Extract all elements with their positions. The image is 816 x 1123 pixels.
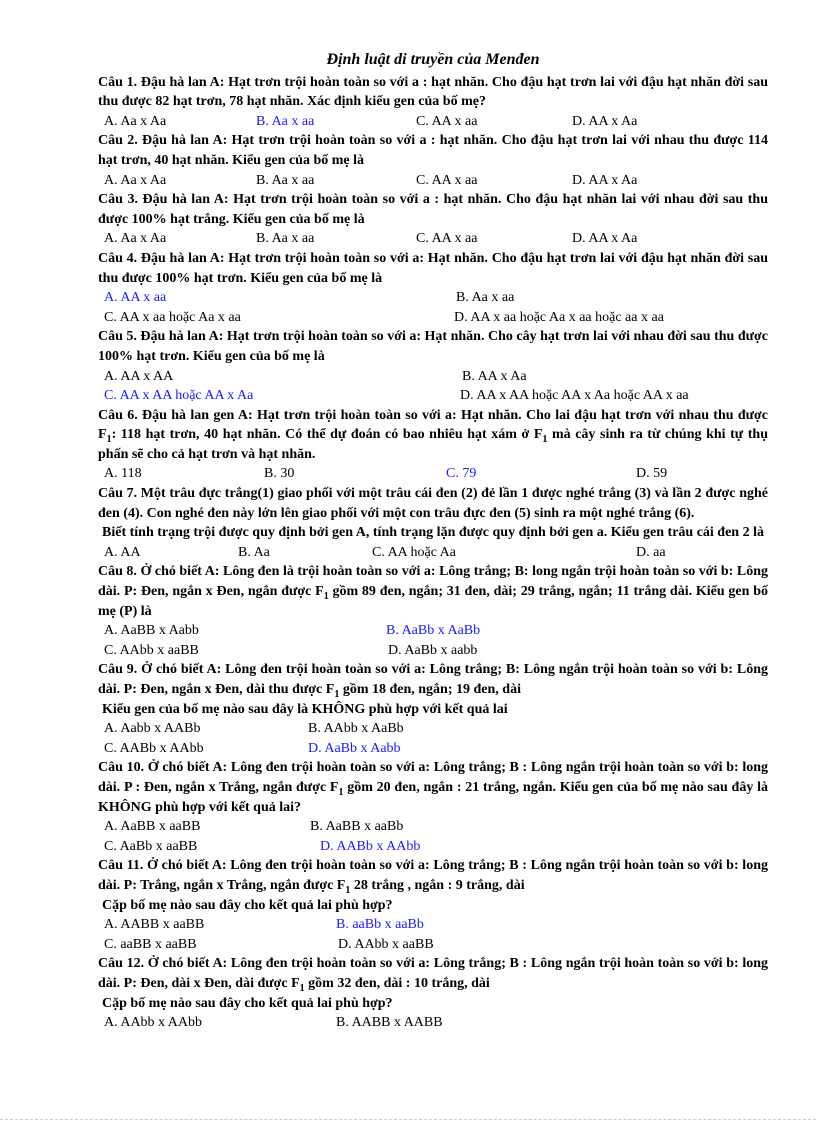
q12-sub: 1 — [299, 982, 305, 994]
options-7 — [98, 543, 768, 563]
options-5-row2 — [98, 386, 768, 406]
question-12 — [98, 954, 768, 993]
question-9 — [98, 660, 768, 699]
option-1c: C. AA x aa — [416, 113, 478, 129]
option-7a: A. AA — [104, 544, 141, 560]
question-11-note: Cặp bố mẹ nào sau đây cho kết quả lai phù hợp? — [102, 897, 393, 913]
q8-stem-a: Câu 8. Ở chó biết A: Lông đen là trội hoàn toàn so với a: Lông trắng; B: long ngắn trội hoàn toàn so với b: Lông dài. P: Đen, ngắn x Đen, ngắn được F — [98, 564, 768, 600]
q8-sub: 1 — [323, 590, 329, 602]
options-4-row1 — [98, 288, 768, 308]
option-11b: B. aaBb x aaBb — [336, 917, 424, 933]
q9-stem-b: gồm 18 đen, ngắn; 19 đen, dài — [339, 682, 521, 697]
options-9-row1 — [98, 719, 768, 739]
option-3b: B. Aa x aa — [256, 231, 315, 247]
option-3d: D. AA x Aa — [572, 231, 638, 247]
document-page — [98, 50, 768, 1033]
option-4d: D. AA x aa hoặc Aa x aa hoặc aa x aa — [454, 309, 664, 325]
q10-sub: 1 — [338, 786, 344, 798]
option-1a: A. Aa x Aa — [104, 113, 167, 129]
q6-sub-1: 1 — [106, 434, 112, 446]
option-7d: D. aa — [636, 544, 666, 560]
options-1 — [98, 112, 768, 132]
question-12-note: Cặp bố mẹ nào sau đây cho kết quả lai phù hợp? — [102, 995, 393, 1011]
options-10-row2 — [98, 837, 768, 857]
option-5d: D. AA x AA hoặc AA x Aa hoặc AA x aa — [460, 388, 689, 404]
q11-sub: 1 — [345, 884, 351, 896]
option-10d: D. AABb x AAbb — [320, 838, 421, 854]
options-4-row2 — [98, 308, 768, 328]
option-5b: B. AA x Aa — [462, 368, 527, 384]
option-6b: B. 30 — [264, 466, 295, 482]
q11-stem-a: Câu 11. Ở chó biết A: Lông đen trội hoàn toàn so với a: Lông trắng; B : Lông ngắn trội hoàn toàn so với b: long dài. P: Trắng, ngắn x Trắng, ngắn được F — [98, 858, 768, 893]
options-11-row1 — [98, 915, 768, 935]
option-2d: D. AA x Aa — [572, 172, 638, 188]
option-4c: C. AA x aa hoặc Aa x aa — [104, 309, 241, 325]
option-4b: B. Aa x aa — [456, 290, 515, 306]
question-1: Câu 1. Đậu hà lan A: Hạt trơn trội hoàn toàn so với a : hạt nhăn. Cho đậu hạt trơn lai với đậu hạt nhăn đời sau thu được 82 hạt trơn, 78 hạt nhăn. Xác định kiểu gen của bố mẹ? — [98, 74, 768, 110]
option-6c: C. 79 — [446, 466, 477, 482]
q10-stem-b: gồm 20 đen, ngắn : 21 trắng, ngắn. Kiểu gen của bố mẹ nào sau đây là KHÔNG phù hợp với kết quả lai? — [98, 779, 768, 815]
question-3: Câu 3. Đậu hà lan A: Hạt trơn trội hoàn toàn so với a : hạt nhăn. Cho đậu hạt nhăn lai với nhau đời sau thu được 100% hạt trắng. Kiểu gen của bố mẹ là — [98, 192, 768, 227]
question-4: Câu 4. Đậu hà lan A: Hạt trơn trội hoàn toàn so với a: Hạt nhăn. Cho đậu hạt trơn lai với đậu hạt nhăn đời sau thu được 100% hạt trơn. Kiểu gen của bố mẹ là — [98, 250, 768, 286]
option-7b: B. Aa — [238, 544, 270, 560]
option-3a: A. Aa x Aa — [104, 231, 167, 247]
options-12-row1 — [98, 1013, 768, 1033]
question-6 — [98, 406, 768, 465]
question-7-note: Biết tính trạng trội được quy định bởi gen A, tính trạng lặn được quy định bởi gen a. Kiểu gen trâu cái đen 2 là — [102, 525, 764, 541]
q9-sub: 1 — [334, 688, 340, 700]
option-9d: D. AaBb x Aabb — [308, 740, 401, 756]
option-8d: D. AaBb x aabb — [388, 642, 478, 658]
options-11-row2 — [98, 935, 768, 955]
option-8b: B. AaBb x AaBb — [386, 623, 481, 639]
option-2b: B. Aa x aa — [256, 172, 315, 188]
option-12b: B. AABB x AABB — [336, 1015, 443, 1031]
option-1b: B. Aa x aa — [256, 113, 315, 129]
option-7c: C. AA hoặc Aa — [372, 544, 456, 560]
question-7: Câu 7. Một trâu đực trắng(1) giao phối với một trâu cái đen (2) đẻ lần 1 được nghé trắng (3) và lần 2 được nghé đen (4). Con nghé đen này lớn lên giao phối với một con trâu đực đen (5) sinh ra một nghé trắng (6). — [98, 486, 768, 521]
option-6d: D. 59 — [636, 466, 668, 482]
options-3 — [98, 229, 768, 249]
options-10-row1 — [98, 817, 768, 837]
option-10a: A. AaBB x aaBB — [104, 819, 201, 835]
question-9-note: Kiểu gen của bố mẹ nào sau đây là KHÔNG phù hợp với kết quả lai — [102, 701, 508, 717]
option-9a: A. Aabb x AABb — [104, 721, 201, 737]
q11-stem-b: 28 trắng , ngắn : 9 trắng, dài — [350, 877, 525, 893]
q6-stem-a: Câu 6. Đậu hà lan gen A: Hạt trơn trội hoàn toàn so với a: Hạt nhăn. Cho lai đậu hạt trơn với nhau thu được F — [98, 407, 768, 443]
option-1d: D. AA x Aa — [572, 113, 638, 129]
option-12a: A. AAbb x AAbb — [104, 1015, 203, 1031]
option-2a: A. Aa x Aa — [104, 172, 167, 188]
option-2c: C. AA x aa — [416, 172, 478, 188]
option-8c: C. AAbb x aaBB — [104, 642, 199, 658]
option-5a: A. AA x AA — [104, 368, 174, 384]
question-8 — [98, 562, 768, 621]
options-6 — [98, 464, 768, 484]
question-5: Câu 5. Đậu hà lan A: Hạt trơn trội hoàn toàn so với a: Hạt nhăn. Cho cây hạt trơn lai với nhau đời sau thu được 100% hạt trơn. Kiểu gen của bố mẹ là — [98, 329, 768, 364]
option-4a: A. AA x aa — [104, 290, 167, 306]
q8-stem-b: gồm 89 đen, ngắn; 31 đen, dài; 29 trắng, ngắn; 11 trắng dài. Kiểu gen bố mẹ (P) là — [98, 584, 768, 619]
question-11 — [98, 856, 768, 895]
option-11d: D. AAbb x aaBB — [338, 936, 434, 952]
option-10c: C. AaBb x aaBB — [104, 838, 198, 854]
q12-stem-b: gồm 32 đen, dài : 10 trắng, dài — [304, 975, 490, 991]
option-6a: A. 118 — [104, 466, 142, 482]
q6-stem-c: mà cây sinh ra từ chúng khi tự thụ phấn sẽ cho cả hạt trơn và hạt nhăn. — [98, 427, 769, 462]
option-11a: A. AABB x aaBB — [104, 917, 205, 933]
options-5-row1 — [98, 367, 768, 387]
q10-stem-a: Câu 10. Ở chó biết A: Lông đen trội hoàn toàn so với a: Lông trắng; B : Lông ngắn trội hoàn toàn so với b: long dài. P : Đen, ngắn x Trắng, ngắn được F — [98, 760, 768, 795]
options-2 — [98, 171, 768, 191]
options-8-row1 — [98, 621, 768, 641]
option-8a: A. AaBB x Aabb — [104, 623, 199, 639]
option-10b: B. AaBB x aaBb — [310, 819, 404, 835]
page-bottom-divider — [0, 1119, 816, 1120]
option-3c: C. AA x aa — [416, 231, 478, 247]
option-9c: C. AABb x AAbb — [104, 740, 204, 756]
q9-stem-a: Câu 9. Ở chó biết A: Lông đen trội hoàn toàn so với a: Lông trắng; B: Lông ngắn trội hoàn toàn so với b: Lông dài. P: Đen, ngắn x Đen, dài thu được F — [98, 662, 768, 697]
q6-stem-b: : 118 hạt trơn, 40 hạt nhăn. Có thể dự đoán có bao nhiêu hạt xám ở F — [111, 427, 543, 443]
options-8-row2 — [98, 641, 768, 661]
q6-sub-2: 1 — [542, 434, 548, 446]
page-title: Định luật di truyền của Menđen — [326, 51, 540, 68]
option-11c: C. aaBB x aaBB — [104, 936, 197, 952]
option-9b: B. AAbb x AaBb — [308, 721, 404, 737]
option-5c: C. AA x AA hoặc AA x Aa — [104, 388, 254, 404]
options-9-row2 — [98, 739, 768, 759]
q12-stem-a: Câu 12. Ở chó biết A: Lông đen trội hoàn toàn so với a: Lông trắng; B : Lông ngắn trội hoàn toàn so với b: long dài. P: Đen, dài x Đen, dài được F — [98, 956, 768, 991]
question-2: Câu 2. Đậu hà lan A: Hạt trơn trội hoàn toàn so với a : hạt nhăn. Cho đậu hạt trơn lai với nhau thu được 114 hạt trơn, 40 hạt nhăn. Kiểu gen của bố mẹ là — [98, 133, 768, 168]
question-10 — [98, 758, 768, 817]
